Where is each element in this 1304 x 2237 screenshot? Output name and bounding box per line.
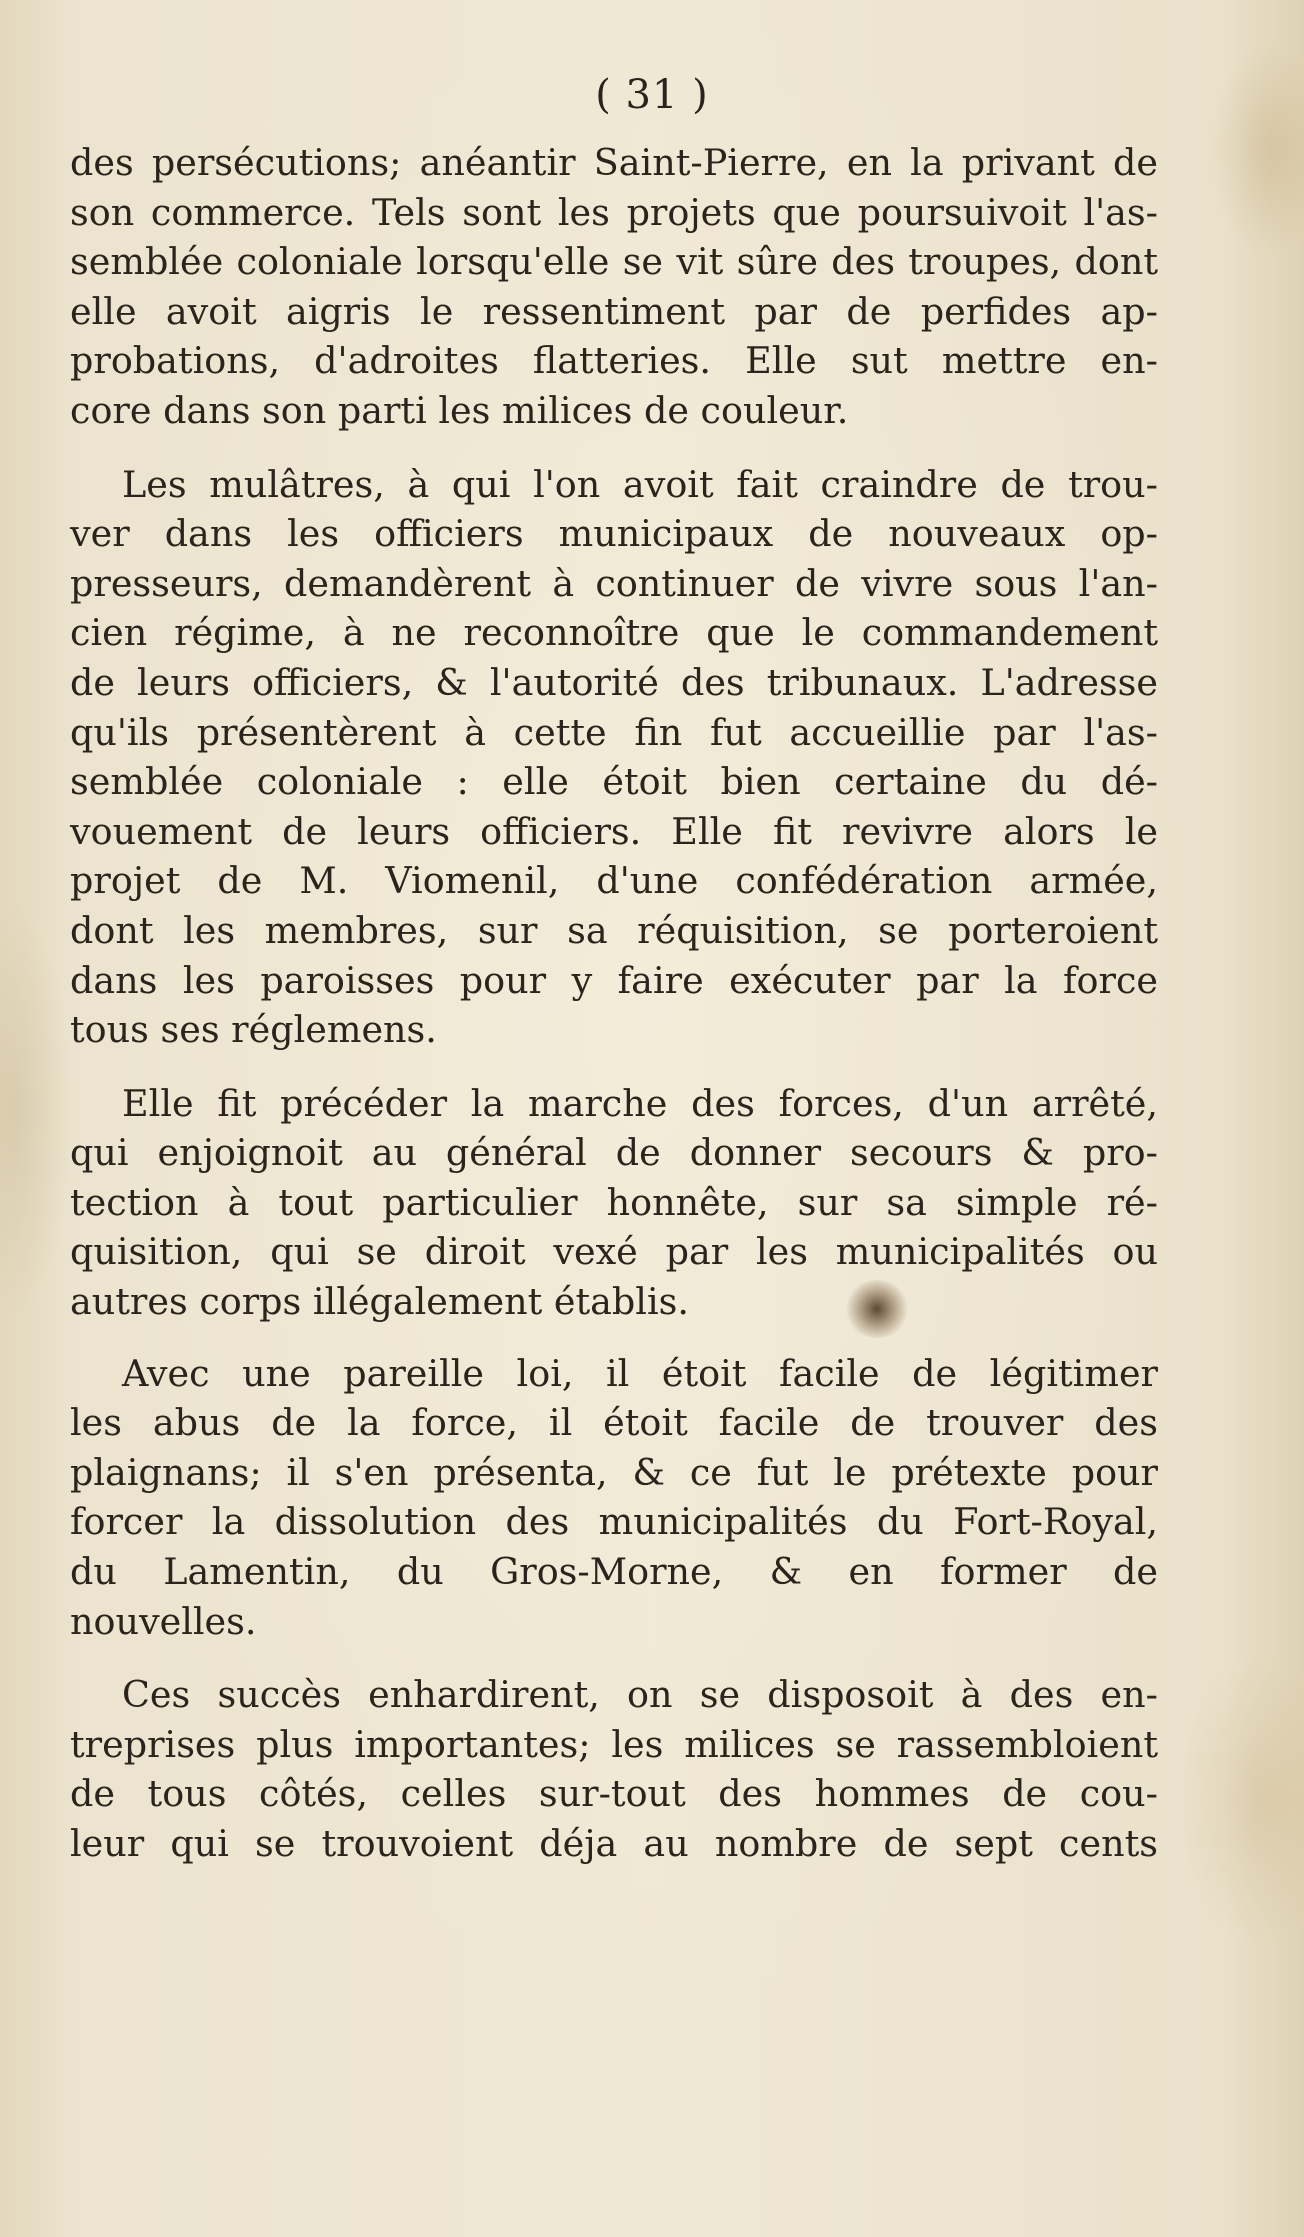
text-line: presseurs, demandèrent à continuer de vivre sous l'an- bbox=[70, 561, 1158, 605]
text-line: elle avoit aigris le ressentiment par de perfides ap- bbox=[70, 289, 1158, 333]
text-line: semblée coloniale : elle étoit bien certaine du dé- bbox=[70, 760, 1158, 804]
text-line: du Lamentin, du Gros-Morne, & en former de bbox=[70, 1550, 1158, 1594]
text-line: de leurs officiers, & l'autorité des tribunaux. L'adresse bbox=[70, 660, 1158, 704]
text-line: Elle fit précéder la marche des forces, d'un arrêté, bbox=[122, 1081, 1158, 1125]
text-line: Ces succès enhardirent, on se disposoit à des en- bbox=[122, 1673, 1158, 1717]
text-line: qui enjoignoit au général de donner secours & pro- bbox=[70, 1131, 1158, 1175]
text-line: qu'ils présentèrent à cette fin fut accueillie par l'as- bbox=[70, 710, 1158, 754]
text-line: autres corps illégalement établis. bbox=[70, 1280, 689, 1324]
page-number: ( 31 ) bbox=[595, 72, 709, 118]
paragraph bbox=[70, 138, 1158, 436]
text-line: tous ses réglemens. bbox=[70, 1008, 437, 1052]
text-line: Les mulâtres, à qui l'on avoit fait craindre de trou- bbox=[122, 462, 1158, 506]
text-line: treprises plus importantes; les milices se rassembloient bbox=[70, 1722, 1158, 1766]
text-line: les abus de la force, il étoit facile de trouver des bbox=[70, 1401, 1158, 1445]
text-line: semblée coloniale lorsqu'elle se vit sûre des troupes, dont bbox=[70, 240, 1158, 284]
text-line: vouement de leurs officiers. Elle fit revivre alors le bbox=[70, 809, 1158, 853]
text-line: projet de M. Viomenil, d'une confédération armée, bbox=[70, 859, 1158, 903]
paper-stain bbox=[1180, 1650, 1304, 1950]
text-line: des persécutions; anéantir Saint-Pierre, en la privant de bbox=[70, 141, 1158, 184]
text-line: quisition, qui se diroit vexé par les municipalités ou bbox=[70, 1230, 1158, 1274]
text-line: plaignans; il s'en présenta, & ce fut le prétexte pour bbox=[70, 1450, 1158, 1494]
text-line: son commerce. Tels sont les projets que poursuivoit l'as- bbox=[70, 190, 1158, 234]
text-line: probations, d'adroites flatteries. Elle sut mettre en- bbox=[70, 339, 1158, 383]
text-line: nouvelles. bbox=[70, 1599, 257, 1643]
text-line: core dans son parti les milices de couleur. bbox=[70, 388, 849, 432]
text-line: dont les membres, sur sa réquisition, se porteroient bbox=[70, 908, 1158, 952]
text-line: Avec une pareille loi, il étoit facile de légitimer bbox=[122, 1351, 1158, 1395]
text-line: cien régime, à ne reconnoître que le commandement bbox=[70, 611, 1158, 655]
body-text bbox=[70, 138, 1158, 1869]
paragraph bbox=[70, 1079, 1158, 1327]
paper-stain bbox=[0, 900, 70, 1320]
paragraph bbox=[70, 1349, 1158, 1647]
text-line: de tous côtés, celles sur-tout des hommes de cou- bbox=[70, 1772, 1158, 1816]
text-line: dans les paroisses pour y faire exécuter par la force bbox=[70, 958, 1158, 1002]
paragraph bbox=[70, 460, 1158, 1055]
text-line: ver dans les officiers municipaux de nouveaux op- bbox=[70, 512, 1158, 556]
text-line: tection à tout particulier honnête, sur sa simple ré- bbox=[70, 1180, 1158, 1224]
text-line: forcer la dissolution des municipalités du Fort-Royal, bbox=[70, 1500, 1158, 1544]
paragraph bbox=[70, 1670, 1158, 1868]
text-line: leur qui se trouvoient déja au nombre de sept cents bbox=[70, 1822, 1158, 1865]
